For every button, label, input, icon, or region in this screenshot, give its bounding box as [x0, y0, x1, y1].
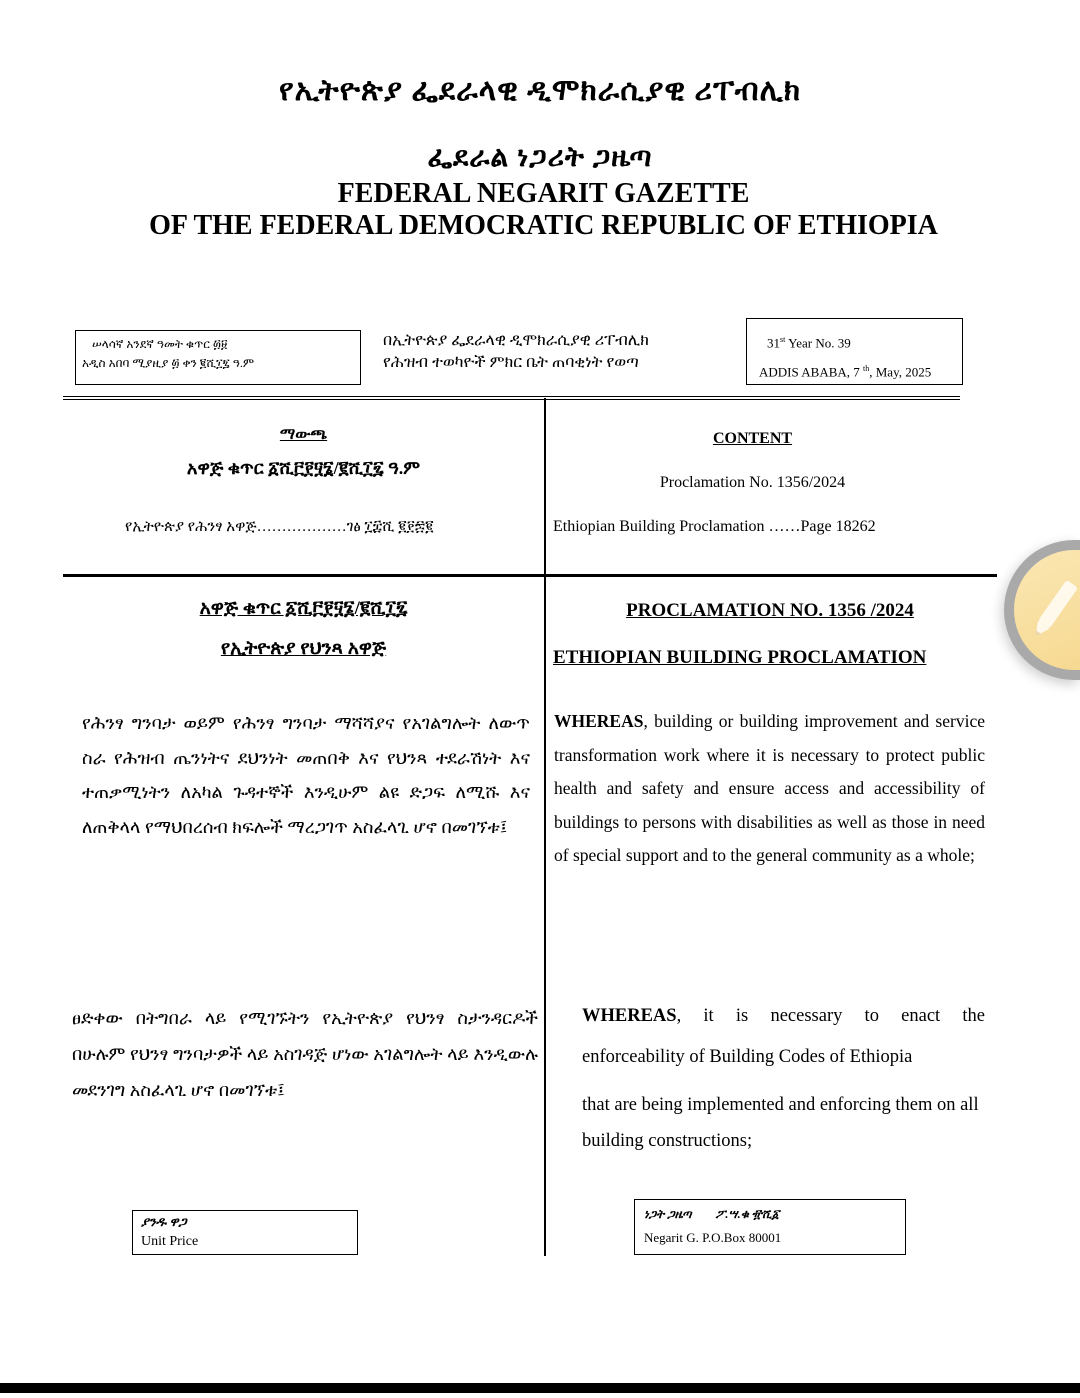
column-divider — [544, 398, 546, 1256]
contents-english-title: CONTENT — [712, 430, 793, 447]
issue-city-day: ADDIS ABABA, 7 — [759, 364, 864, 380]
issuer-statement — [383, 330, 743, 374]
pobox-amharic-number: ፖ.ሣ.ቁ ፹ሺ፩ — [715, 1207, 780, 1221]
pencil-icon — [1028, 570, 1080, 650]
year-ordinal: 31 — [767, 335, 780, 351]
contents-english-entry[interactable]: Ethiopian Building Proclamation ……Page 18262 — [553, 518, 876, 535]
po-box — [634, 1199, 906, 1255]
whereas-label: WHEREAS — [582, 1006, 677, 1026]
masthead-amharic-subtitle: ፌደራል ነጋሪት ጋዜጣ — [427, 142, 653, 173]
paragraph-2-text: , it is necessary to enact the enforceability of Building Codes of Ethiopia — [582, 1006, 985, 1067]
masthead-english-title: FEDERAL NEGARIT GAZETTE — [337, 178, 750, 209]
issuer-line2: የሕዝብ ተወካዮች ምክር ቤት ጠባቂነት የወጣ — [383, 354, 639, 371]
english-preamble-paragraph-1 — [554, 705, 985, 873]
contents-english-proclamation-no: Proclamation No. 1356/2024 — [659, 474, 846, 491]
issue-box-amharic — [75, 330, 361, 385]
edit-button-face — [1014, 550, 1080, 670]
issue-amharic-line1: ሠላሳኛ አንደኛ ዓመት ቁጥር ፴፱ — [92, 337, 228, 351]
english-proclamation-number-heading: PROCLAMATION NO. 1356 /2024 — [626, 600, 914, 621]
year-label: Year No. 39 — [785, 335, 851, 351]
english-preamble-paragraph-2 — [582, 996, 985, 1078]
amharic-proclamation-title-heading: የኢትዮጵያ የህንጻ አዋጅ — [220, 638, 387, 659]
issue-box-english — [746, 318, 963, 385]
issue-date — [759, 356, 950, 385]
edit-annotate-button[interactable] — [1004, 540, 1080, 680]
contents-rule-divider — [63, 574, 997, 577]
year-ordinal-suffix: st — [780, 335, 786, 344]
contents-amharic-entry[interactable]: የኢትዮጵያ የሕንፃ አዋጅ………………ገፅ ፲፰ሺ ፪፻፷፪ — [125, 519, 434, 535]
unit-price-box — [132, 1210, 358, 1255]
contents-amharic-proclamation-no: አዋጅ ቁጥር ፩ሺ፫፻፶፮/፪ሺ፲፯ ዓ.ም — [186, 458, 421, 478]
amharic-preamble-paragraph-1: የሕንፃ ግንባታ ወይም የሕንፃ ግንባታ ማሻሻያና የአገልግሎት ለውጥ ስራ የሕዝብ ጤንነትና ደህንነት መጠበቅ እና የህንጻ ተደራሽነት እና ተጠቃሚነትን ለአካል ጉዳተኞች እንዲሁም ልዩ ድጋፍ ለሚሹ እና ለጠቅላላ የማህበረሰብ ክፍሎች ማረጋገጥ አስፈላጊ ሆኖ በመገኘቱ፤ — [82, 713, 530, 837]
day-suffix: th — [863, 364, 870, 374]
pobox-amharic — [644, 1202, 896, 1226]
pobox-english: Negarit G. P.O.Box 80001 — [644, 1230, 782, 1245]
paragraph-1-text: , building or building improvement and service transformation work where it is necessary to protect public health and safety and ensure access and accessibility of buildings to persons with disabilities as well as those in need of special support and to the general community as a whole; — [554, 711, 985, 865]
masthead-amharic-title: የኢትዮጵያ ፌደራላዊ ዲሞክራሲያዊ ሪፐብሊክ — [278, 74, 802, 107]
unit-price-english: Unit Price — [141, 1234, 199, 1249]
whereas-label: WHEREAS — [554, 711, 644, 731]
issue-amharic-line2: አዲስ አበባ ሚያዚያ ፴ ቀን ፪ሺ፲፯ ዓ.ም — [82, 356, 255, 370]
english-proclamation-title-heading: ETHIOPIAN BUILDING PROCLAMATION — [553, 647, 927, 668]
double-rule-divider — [63, 396, 960, 400]
issue-year-number — [759, 327, 950, 356]
english-preamble-paragraph-2-continuation: that are being implemented and enforcing them on all building constructions; — [582, 1095, 979, 1151]
unit-price-amharic: ያንዱ ዋጋ — [141, 1214, 187, 1229]
masthead-english-subtitle: OF THE FEDERAL DEMOCRATIC REPUBLIC OF ETHIOPIA — [149, 210, 938, 241]
issue-date-rest: , May, 2025 — [869, 364, 932, 380]
issuer-line1: በኢትዮጵያ ፌደራላዊ ዲሞክራሲያዊ ሪፐብሊክ — [383, 332, 649, 349]
pobox-amharic-label: ነጋት ጋዜጣ — [644, 1207, 692, 1221]
amharic-preamble-paragraph-2: ፀድቀው በትግበራ ላይ የሚገኙትን የኢትዮጵያ የህንፃ ስታንዳርዶች በሁሉም የህንፃ ግንባታዎች ላይ አስገዳጅ ሆነው አገልግሎት ላይ እንዲውሉ መደንገግ አስፈላጊ ሆኖ በመገኘቱ፤ — [72, 1008, 538, 1100]
amharic-proclamation-number-heading: አዋጅ ቁጥር ፩ሺ፫፻፶፮/፪ሺ፲፯ — [199, 598, 408, 619]
bottom-bar — [0, 1383, 1080, 1393]
contents-amharic-title: ማውጫ — [279, 426, 328, 443]
